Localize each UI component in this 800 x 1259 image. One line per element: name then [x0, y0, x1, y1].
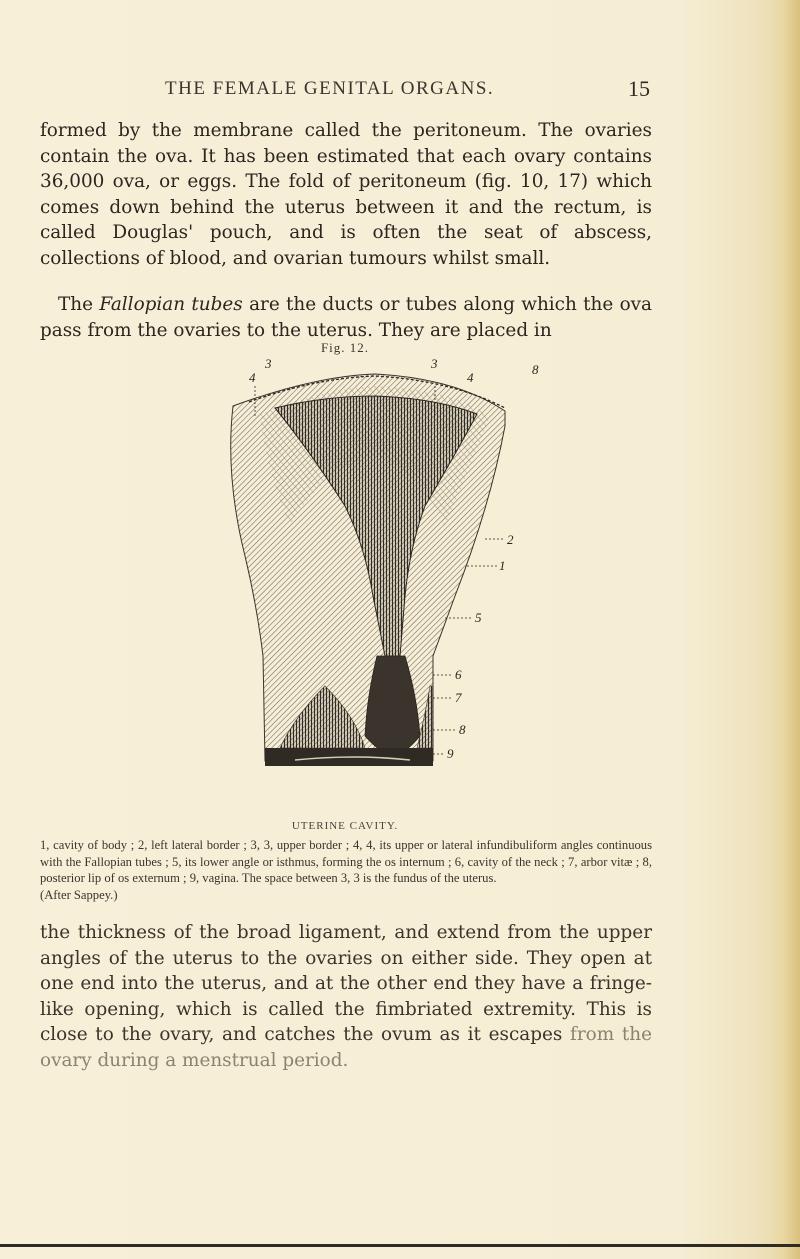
marker-5: 5 [475, 610, 482, 625]
marker-3-right: 3 [431, 356, 438, 371]
paragraph-broad-ligament-end: from the ovary during a menstrual period. [40, 1024, 653, 1071]
paragraph-peritoneum: formed by the membrane called the peritoneum. The ovaries contain the ova. It has been estimated that each ovary contains 36,000 ova, or eggs. The fold of peritoneum (fig. 10, 17) which comes down behind the uterus between it and the rectum, is called Douglas' pouch, and is often the seat of abscess, collections of blood, and ovarian tumours whilst small. [40, 120, 652, 269]
marker-1: 1 [499, 558, 506, 573]
marker-2: 2 [507, 532, 514, 547]
marker-8-top: 8 [532, 362, 539, 377]
running-title: THE FEMALE GENITAL ORGANS. [165, 78, 495, 99]
marker-4-right: 4 [467, 370, 474, 385]
fallopian-tubes-term: Fallopian tubes [99, 294, 243, 315]
uterine-cavity-figure [205, 356, 565, 816]
paragraph-broad-ligament-main: the thickness of the broad ligament, and extend from the upper angles of the uterus to the ovaries on either side. They open at one end into the uterus, and at the other end they have a fringe-like opening, which is called the fimbriated extremity. This is close to the ovary, and catches the ovum as it escapes [40, 922, 652, 1046]
figure-caption [40, 837, 652, 903]
bottom-rule [0, 1244, 800, 1247]
marker-4-left: 4 [249, 370, 256, 385]
marker-6: 6 [455, 667, 462, 682]
paragraph-fallopian-tubes [40, 292, 652, 343]
marker-7: 7 [455, 690, 462, 705]
paragraph-broad-ligament [40, 920, 652, 1074]
page-edge-shadow [772, 0, 800, 1259]
marker-8: 8 [459, 722, 466, 737]
paragraph-fallopian-before: The [58, 294, 100, 315]
figure-caption-text: 1, cavity of body ; 2, left lateral border ; 3, 3, upper border ; 4, 4, its upper or lateral infundibuliform angles continuous with the Fallopian tubes ; 5, its lower angle or isthmus, forming the os internum ; 6, cavity of the neck ; 7, arbor vitæ ; 8, posterior lip of os externum ; 9, vagina. The space between 3, 3 is the fundus of the uterus. [40, 838, 652, 886]
figure-label: Fig. 12. [320, 340, 370, 355]
marker-9: 9 [447, 746, 454, 761]
figure-credit: (After Sappey.) [40, 887, 118, 902]
running-head [40, 78, 650, 108]
figure-title: UTERINE CAVITY. [291, 820, 399, 832]
marker-3-left: 3 [265, 356, 272, 371]
paragraph-fallopian-after: are the ducts or tubes along which the ova pass from the ovaries to the uterus. They are placed in [40, 294, 653, 341]
page-number: 15 [628, 76, 650, 101]
